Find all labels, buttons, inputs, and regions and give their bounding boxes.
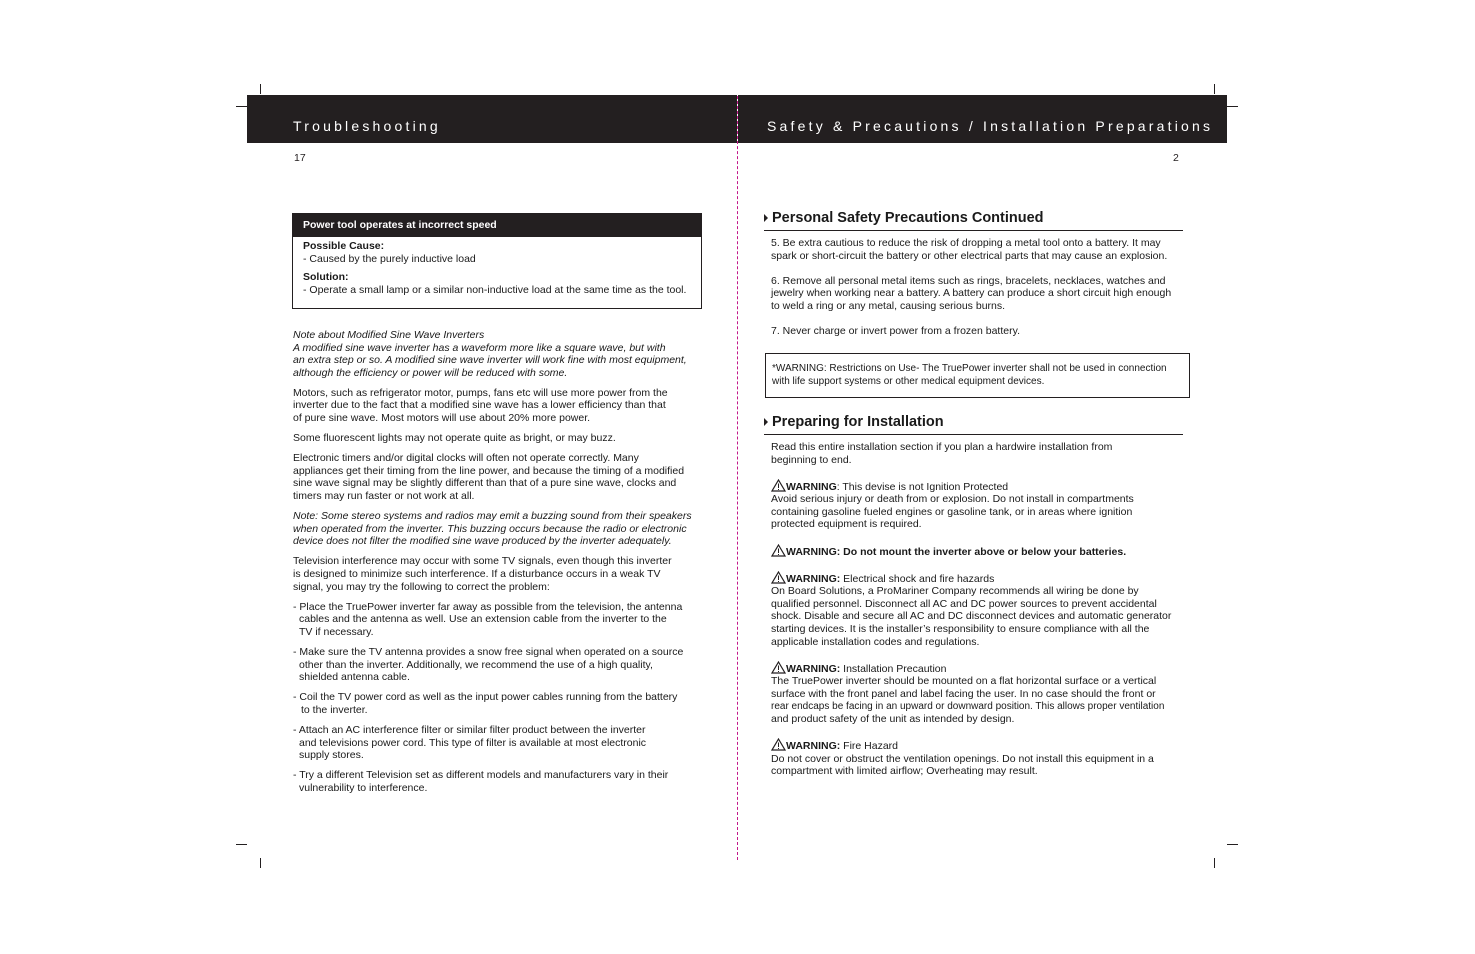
section-personal-safety [764, 208, 1183, 231]
fold-line [737, 96, 738, 860]
cause-label: Possible Cause: [303, 240, 385, 252]
warning-mounting [771, 544, 1191, 559]
text-line: rear endcaps be facing in an upward or downward position. This allows proper ventilation [771, 700, 1165, 712]
warning-text: Fire Hazard [840, 740, 899, 753]
warning-label: WARNING: [786, 740, 841, 753]
text-line: when operated from the inverter. This buzzing occurs because the radio or electronic [293, 522, 687, 535]
installation-body [771, 441, 1191, 778]
warning-text: Installation Precaution [840, 662, 947, 675]
text-line: shielded antenna cable. [299, 671, 410, 684]
text-line: shock. Disable and secure all AC and DC disconnect devices and automatic generator [771, 610, 1172, 623]
text-line: device does not filter the modified sine wave produced by the inverter adequately. [293, 535, 672, 548]
text-line: The TruePower inverter should be mounted on a flat horizontal surface or a vertical [771, 675, 1157, 688]
text-line: containing gasoline fueled engines or gasoline tank, or in areas where ignition [771, 505, 1133, 518]
text-line: sine wave signal may be slightly different than that of a pure sine wave, clocks and [293, 477, 677, 490]
text-line: 7. Never charge or invert power from a frozen battery. [771, 325, 1020, 338]
note-line: although the efficiency or power will be reduced with some. [293, 366, 568, 379]
crop-mark [1227, 844, 1238, 845]
text-line: with life support systems or other medical equipment devices. [772, 375, 1045, 387]
text-line: TV if necessary. [299, 625, 374, 638]
text-line: 5. Be extra cautious to reduce the risk of dropping a metal tool onto a battery. It may [771, 237, 1161, 249]
tv-tip [293, 724, 708, 762]
text-line: of pure sine wave. Most motors will use about 20% more power. [293, 412, 591, 425]
note-line: A modified sine wave inverter has a waveform more like a square wave, but with [293, 341, 666, 354]
fluorescent-paragraph: Some fluorescent lights may not operate quite as bright, or may buzz. [293, 432, 616, 445]
solution-label: Solution: [303, 271, 349, 284]
tv-tip [293, 769, 708, 794]
stereo-note [293, 510, 708, 548]
text-line: spark or short-circuit the battery or other electrical parts that may cause an explosion. [771, 249, 1168, 262]
text-line: signal, you may try the following to correct the problem: [293, 580, 550, 593]
arrow-right-icon [764, 214, 768, 222]
warning-text: Electrical shock and fire hazards [840, 572, 995, 585]
left-page-number: 17 [294, 152, 306, 164]
text-line: vulnerability to interference. [299, 781, 428, 794]
text-line: to the inverter. [301, 703, 368, 716]
warning-text: : This devise is not Ignition Protected [836, 480, 1009, 493]
text-line: 6. Remove all personal metal items such as rings, bracelets, necklaces, watches and [771, 274, 1166, 287]
tv-tip [293, 691, 708, 716]
safety-items [771, 237, 1191, 338]
tv-tip [293, 646, 708, 684]
text-line: On Board Solutions, a ProMariner Company recommends all wiring be done by [771, 585, 1139, 598]
text-line: qualified personnel. Disconnect all AC and DC power sources to prevent accidental [771, 597, 1157, 610]
text-line: - Coil the TV power cord as well as the input power cables running from the battery [293, 691, 678, 704]
section-preparing-installation [764, 412, 1183, 435]
text-line: compartment with limited airflow; Overheating may result. [771, 765, 1038, 778]
text-line: supply stores. [299, 749, 364, 762]
crop-mark [236, 844, 247, 845]
warning-triangle-icon [771, 661, 786, 674]
tv-tip [293, 601, 708, 639]
text-line: - Try a different Television set as different models and manufacturers vary in their [293, 769, 669, 782]
text-line: is designed to minimize such interference. If a disturbance occurs in a weak TV [293, 568, 661, 580]
text-line: and product safety of the unit as intended by design. [771, 713, 1015, 726]
warning-label: WARNING [786, 480, 837, 493]
text-line: Motors, such as refrigerator motor, pumps, fans etc will use more power from the [293, 386, 668, 399]
text-line: starting devices. It is the installer’s responsibility to ensure compliance with all the [771, 623, 1150, 636]
motors-paragraph [293, 387, 708, 425]
text-line: cables and the antenna as well. Use an extension cable from the inverter to the [299, 613, 667, 626]
warning-installation [771, 661, 1191, 676]
timers-paragraph [293, 452, 708, 502]
text-line: Television interference may occur with some TV signals, even though this inverter [293, 555, 672, 568]
crop-mark [1227, 106, 1238, 107]
text-line: - Make sure the TV antenna provides a snow free signal when operated on a source [293, 645, 684, 658]
text-line: beginning to end. [771, 453, 852, 466]
warning-label: WARNING [786, 545, 837, 558]
text-line: - Attach an AC interference filter or similar filter product between the inverter [293, 723, 646, 736]
left-page-title: Troubleshooting [293, 118, 441, 134]
text-line: Note: Some stereo systems and radios may emit a buzzing sound from their speakers [293, 510, 692, 523]
warning-ignition [771, 479, 1191, 494]
text-line: appliances get their timing from the line power, and because the timing of a modified [293, 464, 685, 477]
warning-label: WARNING: [786, 572, 841, 585]
crop-mark [1214, 84, 1215, 94]
warning-triangle-icon [771, 738, 786, 751]
text-line: timers may run faster or not work at all. [293, 490, 475, 503]
warning-fire [771, 738, 1191, 753]
text-line: jewelry when working near a battery. A battery can produce a short circuit high enough [771, 287, 1172, 300]
note-line: an extra step or so. A modified sine wave inverter will work fine with most equipment, [293, 354, 687, 367]
text-line: inverter due to the fact that a modified sine wave has a lower efficiency than that [293, 399, 666, 412]
problem-title: Power tool operates at incorrect speed [293, 214, 701, 237]
cause-text: - Caused by the purely inductive load [303, 252, 476, 265]
text-line: protected equipment is required. [771, 518, 922, 531]
crop-mark [236, 106, 247, 107]
right-page-title: Safety & Precautions / Installation Preparations [767, 118, 1214, 134]
text-line: - Place the TruePower inverter far away as possible from the television, the antenna [293, 600, 683, 613]
tv-paragraph [293, 555, 708, 593]
text-line: applicable installation codes and regulations. [771, 635, 980, 648]
warning-triangle-icon [771, 479, 786, 492]
section-title: Preparing for Installation [772, 414, 944, 430]
text-line: Read this entire installation section if you plan a hardwire installation from [771, 441, 1113, 453]
problem-box [292, 213, 702, 309]
warning-shock [771, 571, 1191, 586]
text-line: *WARNING: Restrictions on Use- The TruePower inverter shall not be used in connection [772, 363, 1167, 374]
text-line: other than the inverter. Additionally, we recommend the use of a high quality, [299, 658, 653, 671]
warning-label: WARNING: [786, 662, 841, 675]
left-body [293, 329, 708, 794]
warning-triangle-icon [771, 544, 786, 557]
text-line: and televisions power cord. This type of filter is available at most electronic [299, 736, 647, 749]
crop-mark [260, 84, 261, 94]
right-page-number: 2 [1173, 152, 1179, 164]
solution-text: - Operate a small lamp or a similar non-inductive load at the same time as the tool. [303, 283, 687, 296]
note-title: Note about Modified Sine Wave Inverters [293, 329, 485, 341]
arrow-right-icon [764, 418, 768, 426]
text-line: Electronic timers and/or digital clocks will often not operate correctly. Many [293, 452, 639, 465]
warning-triangle-icon [771, 571, 786, 584]
crop-mark [260, 858, 261, 868]
section-title: Personal Safety Precautions Continued [772, 210, 1044, 226]
warning-box [765, 353, 1190, 398]
text-line: surface with the front panel and label facing the user. In no case should the front or [771, 687, 1156, 700]
text-line: to weld a ring or any metal, causing serious burns. [771, 299, 1006, 312]
warning-text: : Do not mount the inverter above or below your batteries. [836, 545, 1127, 558]
text-line: Avoid serious injury or death from or explosion. Do not install in compartments [771, 493, 1134, 506]
text-line: Do not cover or obstruct the ventilation openings. Do not install this equipment in a [771, 752, 1154, 765]
crop-mark [1214, 858, 1215, 868]
